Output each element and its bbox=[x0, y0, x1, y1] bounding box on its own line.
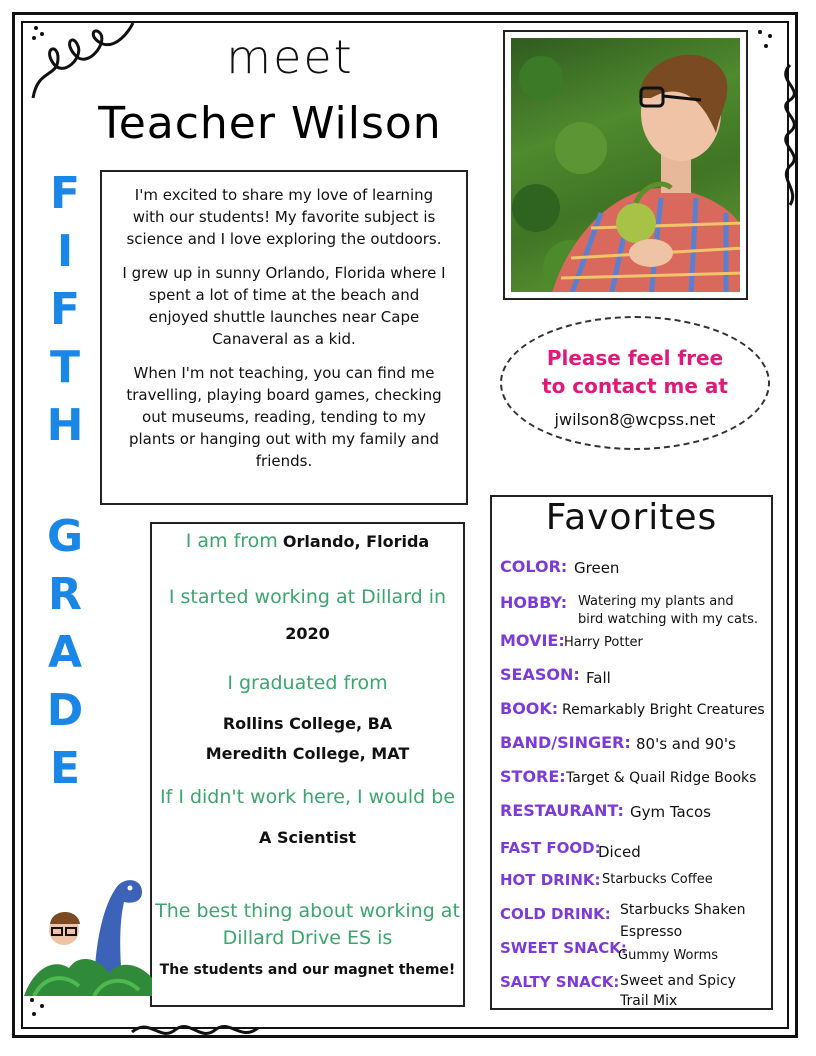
favorite-label: COLOR: bbox=[500, 557, 568, 576]
vertical-letter: T bbox=[49, 342, 80, 393]
favorite-value: Gym Tacos bbox=[630, 803, 711, 821]
graduated-value: Rollins College, BA bbox=[222, 714, 393, 733]
swirl-doodle-top-left bbox=[28, 18, 138, 108]
contact-heading bbox=[480, 344, 790, 400]
swirl-doodle-bottom bbox=[130, 1012, 260, 1048]
vertical-word-fifth bbox=[40, 165, 90, 455]
favorite-value: Harry Potter bbox=[564, 635, 643, 650]
favorite-value: Gummy Worms bbox=[618, 948, 719, 963]
else-label: If I didn't work here, I would be bbox=[159, 786, 456, 808]
favorite-label: FAST FOOD: bbox=[500, 839, 601, 857]
dots-doodle-top-right bbox=[756, 28, 780, 52]
favorite-value: Fall bbox=[586, 669, 611, 687]
dinosaur-cartoon-icon bbox=[24, 868, 152, 996]
vertical-letter: F bbox=[49, 168, 81, 219]
favorite-value: Diced bbox=[598, 843, 641, 861]
favorite-label: HOBBY: bbox=[500, 593, 568, 612]
else-value: A Scientist bbox=[259, 828, 356, 847]
favorite-value: Trail Mix bbox=[620, 993, 678, 1009]
swirl-doodle-right bbox=[770, 60, 810, 210]
about-box bbox=[150, 522, 465, 1007]
vertical-word-grade bbox=[40, 508, 90, 798]
from-value: Orlando, Florida bbox=[282, 532, 430, 551]
favorite-label: MOVIE: bbox=[500, 631, 565, 650]
contact-banner bbox=[480, 308, 790, 458]
started-value: 2020 bbox=[285, 624, 330, 643]
vertical-letter: E bbox=[49, 743, 81, 794]
best-label: Dillard Drive ES is bbox=[222, 927, 393, 949]
meet-heading: meet bbox=[226, 30, 354, 84]
vertical-letter: H bbox=[46, 400, 84, 451]
best-value: The students and our magnet theme! bbox=[159, 962, 456, 978]
vertical-letter: F bbox=[49, 284, 81, 335]
page-title: Teacher Wilson bbox=[98, 98, 442, 149]
from-label: I am from bbox=[185, 530, 278, 552]
favorite-value-group bbox=[620, 971, 736, 1011]
bio-paragraph: I grew up in sunny Orlando, Florida where I spent a lot of time at the beach and enjoyed shuttle launches near Cape Canaveral as a kid. bbox=[122, 264, 446, 348]
favorite-label: COLD DRINK: bbox=[500, 905, 611, 923]
graduated-value: Meredith College, MAT bbox=[205, 744, 410, 763]
favorite-label: SEASON: bbox=[500, 665, 580, 684]
favorite-value: Espresso bbox=[620, 924, 683, 940]
vertical-letter: I bbox=[56, 226, 74, 277]
vertical-letter: D bbox=[46, 685, 84, 736]
favorite-value-group bbox=[578, 593, 758, 629]
favorite-label: RESTAURANT: bbox=[500, 801, 624, 820]
bio-paragraph: I'm excited to share my love of learning with our students! My favorite subject is science and I love exploring the outdoors. bbox=[126, 186, 442, 248]
vertical-letter: A bbox=[47, 627, 83, 678]
vertical-letter: G bbox=[46, 511, 84, 562]
started-label: I started working at Dillard in bbox=[168, 586, 447, 608]
favorite-label: SALTY SNACK: bbox=[500, 973, 620, 991]
teacher-photo-frame bbox=[503, 30, 748, 300]
best-label: The best thing about working at bbox=[155, 900, 460, 922]
vertical-letter: R bbox=[48, 569, 82, 620]
favorite-label: BAND/SINGER: bbox=[500, 733, 631, 752]
contact-heading-line: Please feel free bbox=[546, 346, 724, 370]
favorites-box bbox=[490, 495, 773, 1010]
favorite-value: bird watching with my cats. bbox=[578, 612, 759, 627]
favorites-title: Favorites bbox=[545, 497, 718, 538]
teacher-photo bbox=[511, 38, 740, 292]
contact-email[interactable]: jwilson8@wcpss.net bbox=[554, 410, 716, 429]
favorite-value: Starbucks Coffee bbox=[602, 872, 713, 887]
dots-doodle-bottom-left bbox=[28, 996, 52, 1020]
bio-box bbox=[100, 170, 468, 505]
favorite-label: BOOK: bbox=[500, 699, 559, 718]
contact-heading-line: to contact me at bbox=[542, 374, 728, 398]
favorite-label: HOT DRINK: bbox=[500, 871, 601, 889]
favorite-label: SWEET SNACK: bbox=[500, 939, 627, 957]
favorite-value: Sweet and Spicy bbox=[620, 973, 736, 989]
favorite-label: STORE: bbox=[500, 767, 566, 786]
graduated-label: I graduated from bbox=[227, 672, 388, 694]
favorite-value: Target & Quail Ridge Books bbox=[566, 770, 757, 786]
favorite-value: Starbucks Shaken bbox=[620, 902, 746, 918]
bio-paragraph: When I'm not teaching, you can find me travelling, playing board games, checking out museums, reading, tending to my plants or hanging out with my family and friends. bbox=[126, 364, 442, 470]
favorite-value: Green bbox=[574, 559, 620, 577]
favorite-value: Watering my plants and bbox=[578, 594, 734, 609]
favorite-value-group bbox=[620, 899, 745, 943]
favorite-value: 80's and 90's bbox=[636, 735, 736, 753]
favorite-value: Remarkably Bright Creatures bbox=[562, 702, 765, 718]
